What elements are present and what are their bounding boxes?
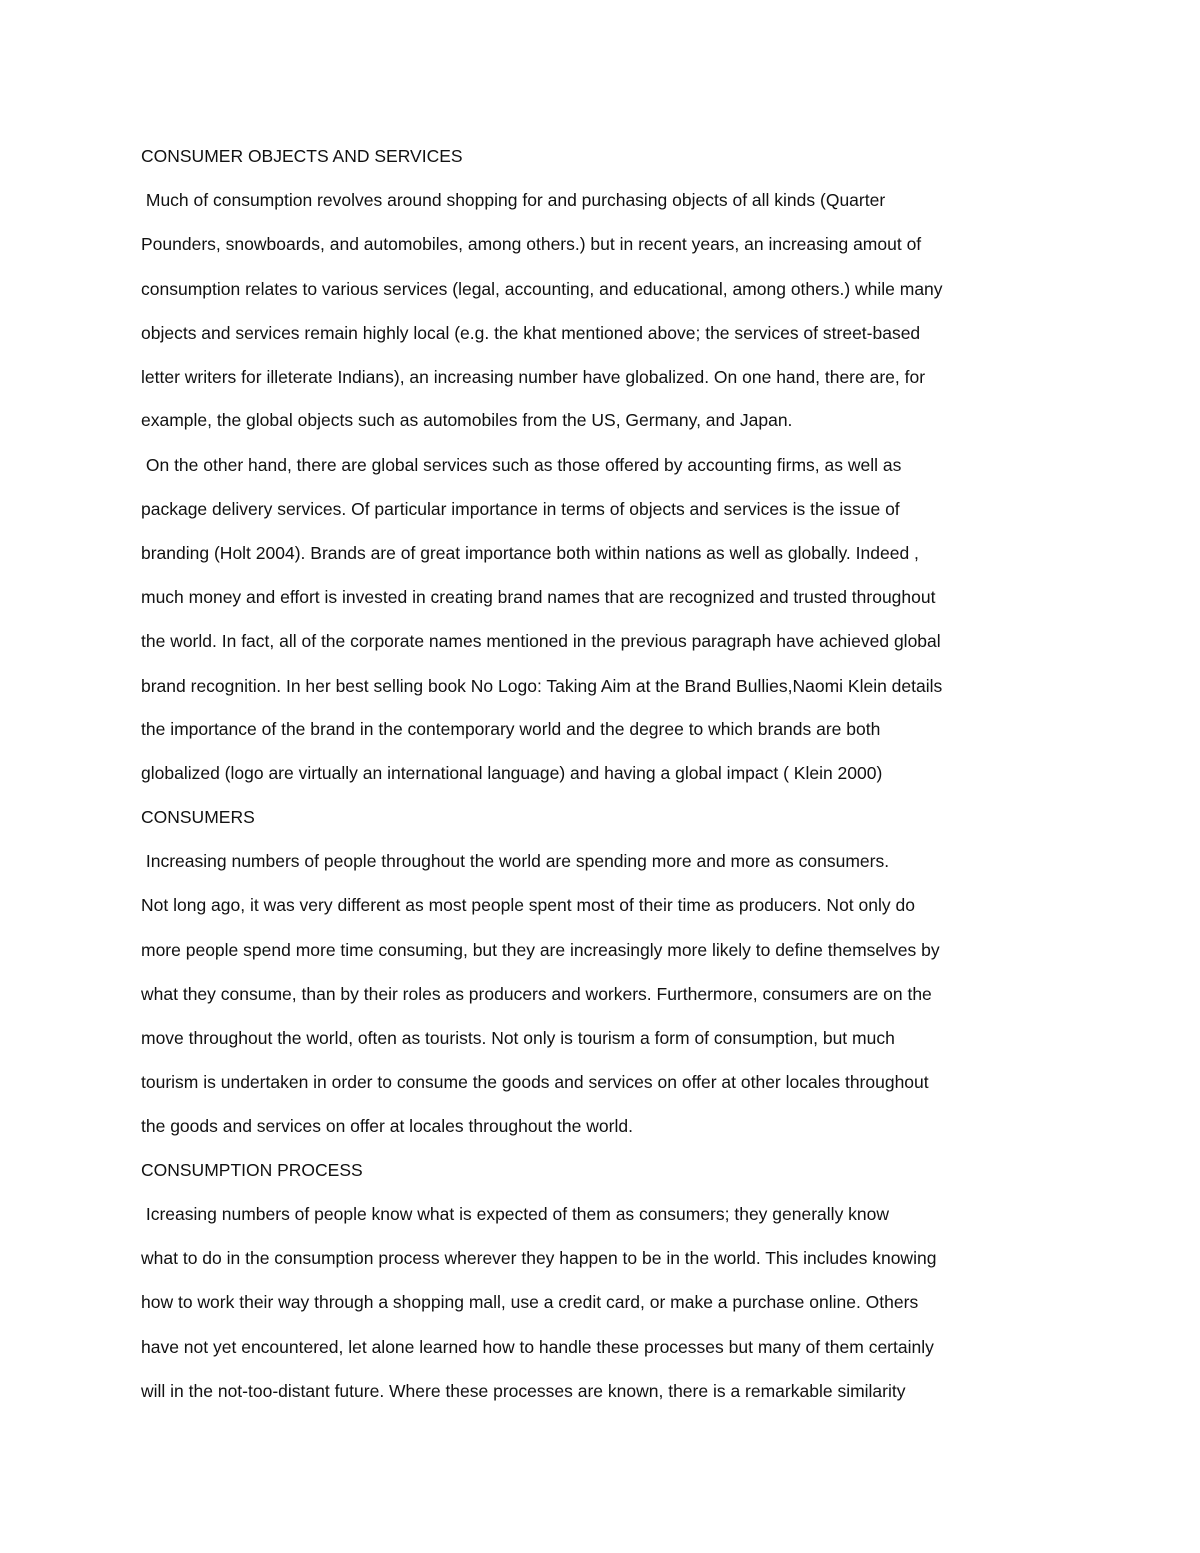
text-line: Icreasing numbers of people know what is expected of them as consumers; they generally know [141,1204,890,1224]
text-line: more people spend more time consuming, but they are increasingly more likely to define themselves by [141,940,940,960]
text-line: objects and services remain highly local (e.g. the khat mentioned above; the services of street-based [141,323,921,343]
heading-consumers: CONSUMERS [141,807,255,827]
text-line: On the other hand, there are global services such as those offered by accounting firms, as well as [141,455,902,475]
text-line: Pounders, snowboards, and automobiles, among others.) but in recent years, an increasing amout of [141,234,922,254]
text-line: have not yet encountered, let alone learned how to handle these processes but many of them certainly [141,1337,934,1357]
text-line: branding (Holt 2004). Brands are of great importance both within nations as well as globally. Indeed , [141,543,919,563]
text-line: how to work their way through a shopping mall, use a credit card, or make a purchase online. Others [141,1292,919,1312]
text-line: much money and effort is invested in creating brand names that are recognized and trusted throughout [141,587,936,607]
text-line: package delivery services. Of particular importance in terms of objects and services is the issue of [141,499,900,519]
text-line: the world. In fact, all of the corporate names mentioned in the previous paragraph have achieved global [141,631,941,651]
text-line: Much of consumption revolves around shopping for and purchasing objects of all kinds (Quarter [141,190,886,210]
text-line: what to do in the consumption process wherever they happen to be in the world. This includes knowing [141,1248,937,1268]
text-line: Not long ago, it was very different as most people spent most of their time as producers. Not only do [141,895,915,915]
heading-consumer-objects-and-services: CONSUMER OBJECTS AND SERVICES [141,146,463,166]
heading-consumption-process: CONSUMPTION PROCESS [141,1160,363,1180]
text-line: Increasing numbers of people throughout the world are spending more and more as consumers. [141,851,890,871]
text-line: consumption relates to various services (legal, accounting, and educational, among others.) while many [141,279,943,299]
text-line: the goods and services on offer at locales throughout the world. [141,1116,633,1136]
text-line: will in the not-too-distant future. Where these processes are known, there is a remarkable similarity [141,1381,906,1401]
text-line: globalized (logo are virtually an international language) and having a global impact ( Klein 2000) [141,763,883,783]
text-line: tourism is undertaken in order to consume the goods and services on offer at other locales throughout [141,1072,929,1092]
text-line: the importance of the brand in the contemporary world and the degree to which brands are both [141,719,881,739]
text-line: letter writers for illeterate Indians), an increasing number have globalized. On one hand, there are, for [141,367,926,387]
text-line: move throughout the world, often as tourists. Not only is tourism a form of consumption, but much [141,1028,895,1048]
text-line: brand recognition. In her best selling book No Logo: Taking Aim at the Brand Bullies,Naomi Klein details [141,676,943,696]
text-line: example, the global objects such as automobiles from the US, Germany, and Japan. [141,410,793,430]
text-line: what they consume, than by their roles as producers and workers. Furthermore, consumers are on the [141,984,932,1004]
